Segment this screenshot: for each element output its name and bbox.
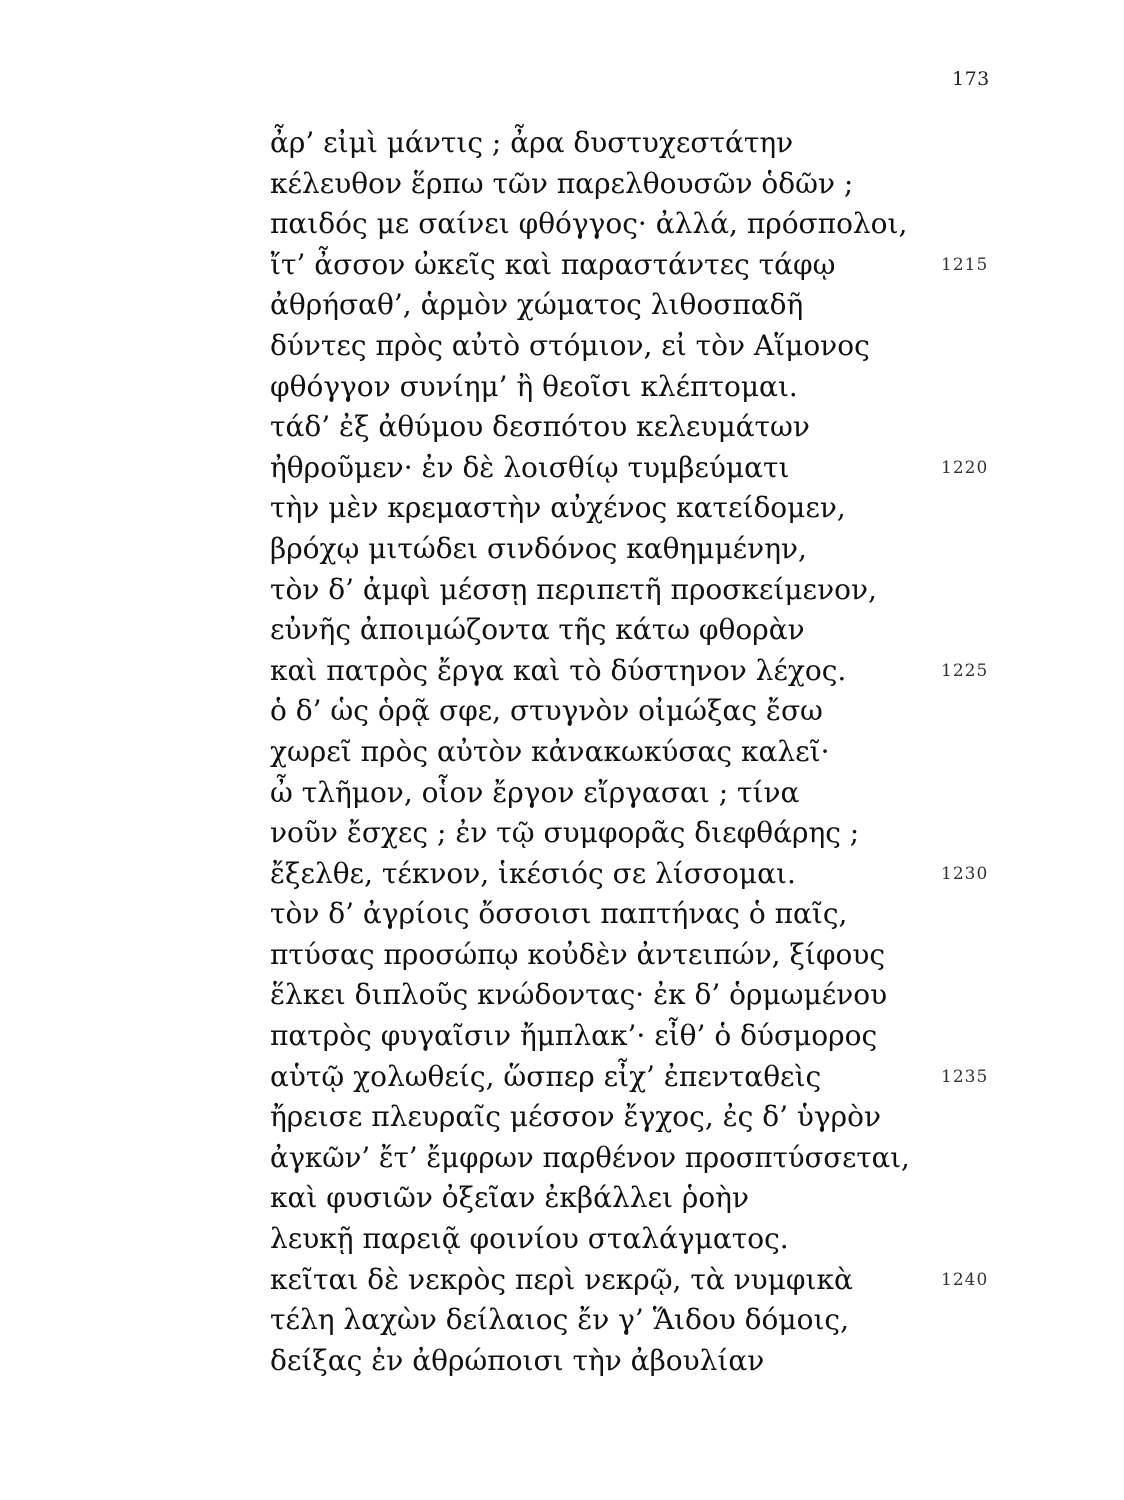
verse-line <box>270 691 970 732</box>
verse-line <box>270 773 970 814</box>
verse-text: κέλευθον ἕρπω τῶν παρελθουσῶν ὁδῶν ; <box>270 166 854 200</box>
verse-text: τὸν δ’ ἀγρίοις ὄσσοισι παπτήνας ὁ παῖς, <box>270 897 848 931</box>
line-number: 1235 <box>941 1066 989 1087</box>
verse-text: δείξας ἐν ἀθρώποισι τὴν ἀβουλίαν <box>270 1343 765 1377</box>
verse-line <box>270 1016 970 1057</box>
verse-line <box>270 1097 970 1138</box>
verse-text: πατρὸς φυγαῖσιν ἤμπλακ’· εἶθ’ ὁ δύσμορος <box>270 1019 878 1053</box>
verse-line <box>270 448 989 489</box>
verse-line <box>270 367 970 408</box>
verse-text: ἆρ’ εἰμὶ μάντις ; ἆρα δυστυχεστάτην <box>270 126 794 159</box>
verse-line <box>270 123 970 164</box>
verse-text: βρόχῳ μιτώδει σινδόνος καθημμένην, <box>270 531 807 565</box>
verse-text: χωρεῖ πρὸς αὐτὸν κἀνακωκύσας καλεῖ· <box>270 734 830 768</box>
verse-line <box>270 894 970 935</box>
verse-line <box>270 570 970 611</box>
verse-text: λευκῇ παρειᾷ φοινίου σταλάγματος. <box>270 1222 789 1256</box>
verse-text: ἤρεισε πλευραῖς μέσσον ἔγχος, ἐς δ’ ὑγρὸν <box>270 1100 881 1134</box>
line-number: 1230 <box>941 863 989 884</box>
verse-text: ἴτ’ ἆσσον ὠκεῖς καὶ παραστάντες τάφῳ <box>270 247 836 281</box>
verse-text: ἀθρήσαθ’, ἁρμὸν χώματος λιθοσπαδῆ <box>270 288 804 322</box>
verse-line <box>270 164 970 205</box>
verse-line <box>270 1260 989 1301</box>
verse-text: ἔξελθε, τέκνον, ἱκέσιός σε λίσσομαι. <box>270 856 796 890</box>
line-number: 1215 <box>941 254 989 275</box>
verse-text: ἀγκῶν’ ἔτ’ ἔμφρων παρθένον προσπτύσσεται, <box>270 1140 910 1174</box>
verse-text: εὐνῆς ἀποιμώζοντα τῆς κάτω φθορὰν <box>270 613 805 647</box>
line-number: 1220 <box>941 457 989 478</box>
verse-line <box>270 245 989 286</box>
verse-text: ὦ τλῆμον, οἷον ἔργον εἴργασαι ; τίνα <box>270 775 800 809</box>
verse-text: καὶ φυσιῶν ὀξεῖαν ἐκβάλλει ῥοὴν <box>270 1181 749 1215</box>
verse-text: καὶ πατρὸς ἔργα καὶ τὸ δύστηνον λέχος. <box>270 653 847 687</box>
verse-line <box>270 285 970 326</box>
verse-block <box>270 123 989 1381</box>
verse-line <box>270 326 970 367</box>
verse-text: τὴν μὲν κρεμαστὴν αὐχένος κατείδομεν, <box>270 491 846 525</box>
verse-text: αὑτῷ χολωθείς, ὥσπερ εἶχ’ ἐπενταθεὶς <box>270 1059 822 1093</box>
verse-line <box>270 854 989 895</box>
verse-text: κεῖται δὲ νεκρὸς περὶ νεκρῷ, τὰ νυμφικὰ <box>270 1262 853 1296</box>
verse-text: παιδός με σαίνει φθόγγος· ἀλλά, πρόσπολοι, <box>270 207 908 241</box>
verse-line <box>270 1300 970 1341</box>
verse-line <box>270 1341 970 1382</box>
verse-line <box>270 407 970 448</box>
verse-line <box>270 935 970 976</box>
verse-line <box>270 1057 989 1098</box>
verse-line <box>270 610 970 651</box>
verse-line <box>270 732 970 773</box>
verse-line <box>270 651 989 692</box>
line-number: 1240 <box>941 1269 989 1290</box>
verse-line <box>270 1219 970 1260</box>
verse-line <box>270 529 970 570</box>
verse-text: πτύσας προσώπῳ κοὐδὲν ἀντειπών, ξίφους <box>270 937 886 971</box>
line-number: 1225 <box>941 660 989 681</box>
verse-line <box>270 1138 970 1179</box>
verse-line <box>270 1178 970 1219</box>
page-number: 173 <box>952 68 990 90</box>
verse-line <box>270 813 970 854</box>
verse-text: φθόγγον συνίημ’ ἢ θεοῖσι κλέπτομαι. <box>270 369 798 403</box>
verse-text: τάδ’ ἐξ ἀθύμου δεσπότου κελευμάτων <box>270 410 810 444</box>
verse-text: τέλη λαχὼν δείλαιος ἔν γ’ Ἅιδου δόμοις, <box>270 1303 850 1337</box>
verse-text: ἕλκει διπλοῦς κνώδοντας· ἐκ δ’ ὁρμωμένου <box>270 978 888 1012</box>
verse-text: τὸν δ’ ἀμφὶ μέσσῃ περιπετῆ προσκείμενον, <box>270 572 877 606</box>
verse-line <box>270 204 970 245</box>
verse-line <box>270 975 970 1016</box>
verse-text: δύντες πρὸς αὐτὸ στόμιον, εἰ τὸν Αἵμονος <box>270 328 870 362</box>
verse-text: ἠθροῦμεν· ἐν δὲ λοισθίῳ τυμβεύματι <box>270 450 790 484</box>
verse-text: ὁ δ’ ὡς ὁρᾷ σφε, στυγνὸν οἰμώξας ἔσω <box>270 694 823 728</box>
verse-line <box>270 488 970 529</box>
verse-text: νοῦν ἔσχες ; ἐν τῷ συμφορᾶς διεφθάρης ; <box>270 816 860 850</box>
